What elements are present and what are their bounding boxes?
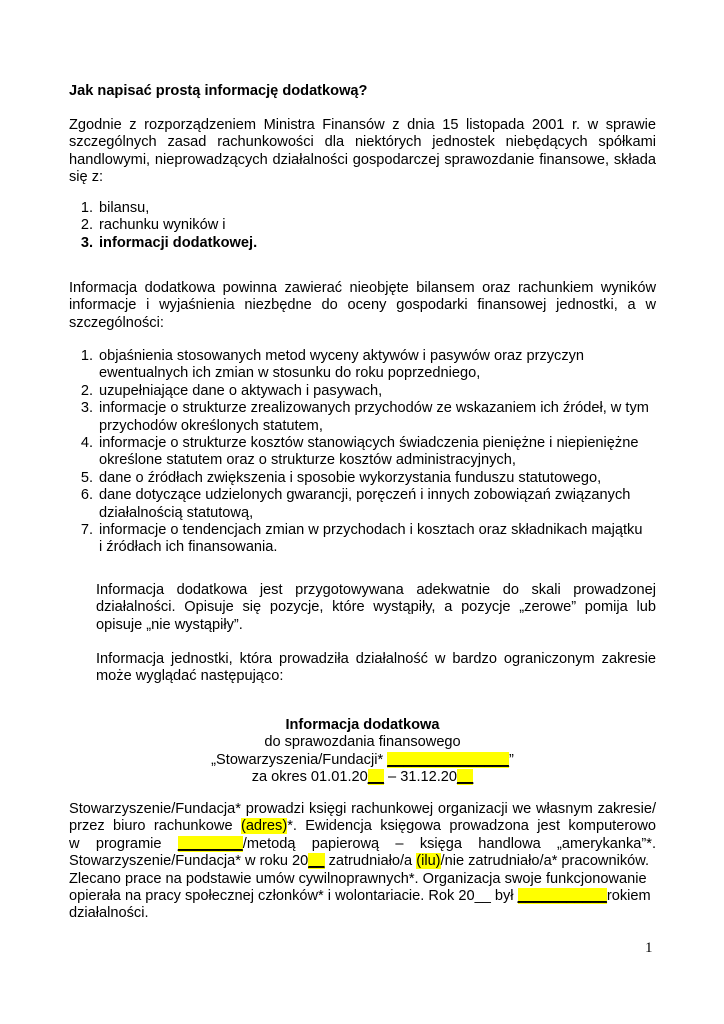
sample-line: działalności. [69,905,149,922]
adequacy-paragraph: Informacja dodatkowa jest przygotowywana adekwatnie do skali prowadzonej działalności. Opisuje się pozycje, które wystąpiły, a pozycje „zerowe” pomija lub opisuje „nie wystąpiły”. [96,582,656,633]
entity-name-blank: _______________ [387,751,509,768]
list-item: 3. informacje o strukturze zrealizowanych przychodów ze wskazaniem ich źródeł, w tym przychodów określonych statutem, [80,400,649,434]
employee-count-placeholder: (ilu) [416,853,441,870]
list-item: 1. bilansu, [80,200,150,216]
year-blank: __ [457,769,474,786]
list-item: 7. informacje o tendencjach zmian w przychodach i kosztach oraz składnikach majątku i źródłach ich finansowania. [80,522,643,556]
year-blank: __ [308,853,325,870]
program-blank: ________ [177,835,243,852]
sample-line: Stowarzyszenie/Fundacja* prowadzi księgi rachunkowej organizacji we własnym zakresie/ [69,801,656,817]
sample-line: Zlecano prace na podstawie umów cywilnoprawnych*. Organizacja swoje funkcjonowanie [69,870,647,887]
sample-subtitle: do sprawozdania finansowego [264,734,461,751]
list-item: 6. dane dotyczące udzielonych gwarancji, poręczeń i innych zobowiązań związanych działalnością statutową, [80,487,631,521]
sample-body [69,801,656,923]
sample-title: Informacja dodatkowa [285,717,440,733]
sample-period-line: za okres 01.01.20__ – 31.12.20__ [251,769,474,786]
address-placeholder: (adres) [240,818,288,835]
sample-line: Stowarzyszenie/Fundacja* w roku 20__ zatrudniało/a (ilu)/nie zatrudniało/a* pracowników. [69,853,650,870]
sample-line: przez biuro rachunkowe (adres)*. Ewidencja księgowa prowadzona jest komputerowo [69,818,656,835]
page-number: 1 [645,940,653,956]
document-heading: Jak napisać prostą informację dodatkową? [69,83,368,99]
sample-header [69,717,656,787]
year-blank: __ [367,769,384,786]
example-intro-paragraph: Informacja jednostki, która prowadziła działalność w bardzo ograniczonym zakresie może wyglądać następująco: [96,651,656,685]
sample-line: w programie ________/metodą papierową – księga handlowa „amerykanka”*. [69,835,656,852]
info-paragraph: Informacja dodatkowa powinna zawierać nieobjęte bilansem oraz rachunkiem wyników informacje i wyjaśnienia niezbędne do oceny gospodarki finansowej jednostki, a w szczególności: [69,280,656,331]
list-item: 3. informacji dodatkowej. [80,234,258,251]
list-item: 1. objaśnienia stosowanych metod wyceny aktywów i pasywów oraz przyczyn ewentualnych ich zmian w stosunku do roku poprzedniego, [80,348,585,382]
list-item: 2. rachunku wyników i [80,217,226,234]
list-item: 2. uzupełniające dane o aktywach i pasywach, [80,382,383,399]
sample-entity-line: „Stowarzyszenia/Fundacji* _______________” [211,751,514,768]
requirements-list [69,348,669,557]
statement-components-list [69,200,629,252]
intro-paragraph: Zgodnie z rozporządzeniem Ministra Finansów z dnia 15 listopada 2001 r. w sprawie szczególnych zasad rachunkowości dla niektórych jednostek niebędących spółkami handlowymi, nieprowadzących działalności gospodarczej sprawozdanie finansowe, składa się z: [69,117,656,186]
list-item: 4. informacje o strukturze kosztów stanowiących świadczenia pieniężne i niepieniężne określone statutem oraz o strukturze kosztów administracyjnych, [80,435,639,469]
year-description-blank: ___________ [517,888,607,905]
sample-line: opierała na pracy społecznej członków* i wolontariacie. Rok 20__ był ___________rokiem [69,888,651,905]
list-item: 5. dane o źródłach zwiększenia i sposobie wykorzystania funduszu statutowego, [80,469,602,486]
